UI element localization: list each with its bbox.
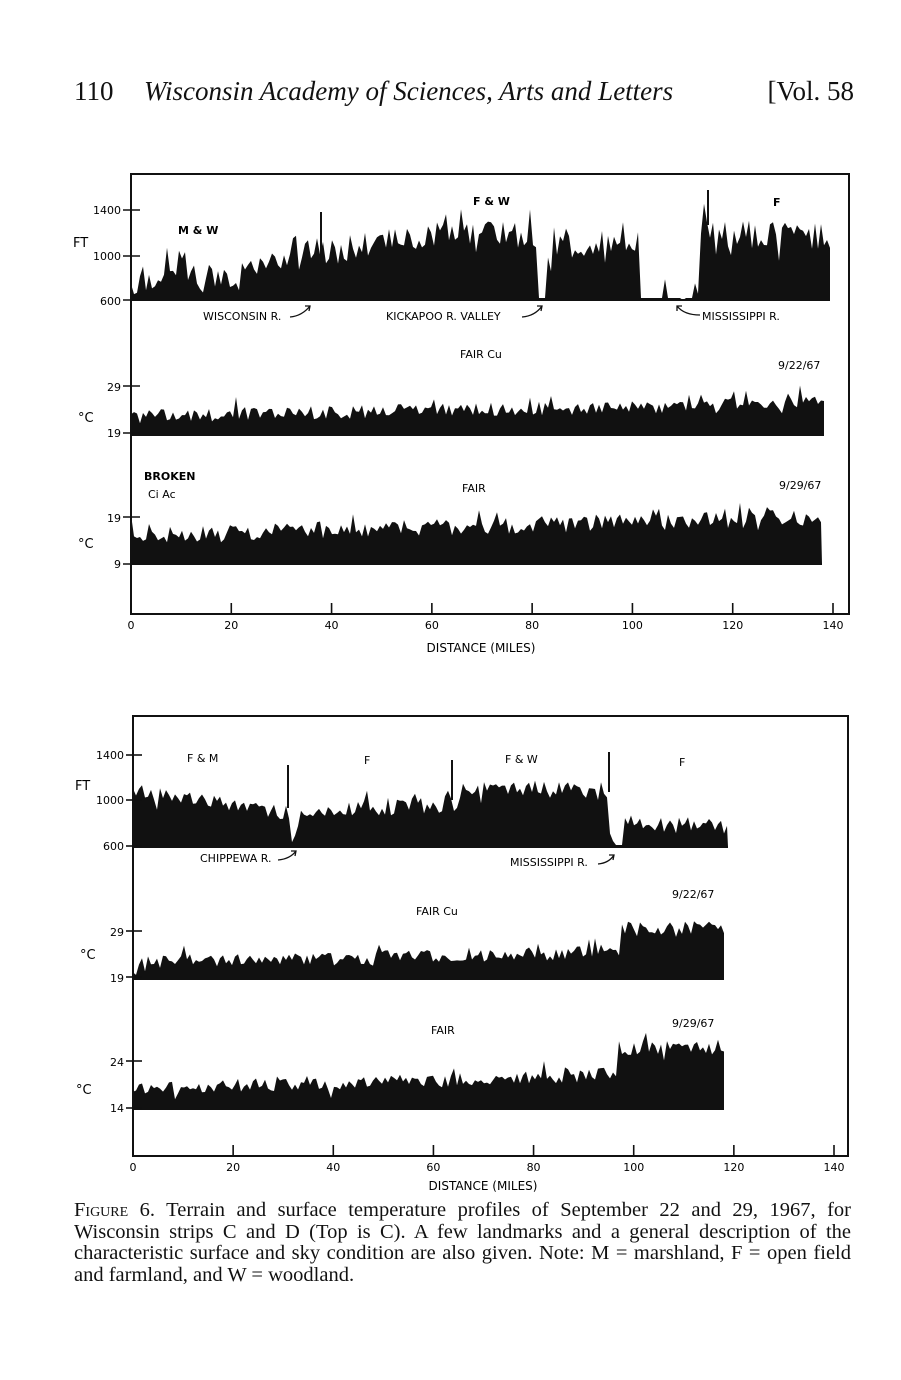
terrain-profile bbox=[133, 781, 728, 847]
y-tick-label: 1400 bbox=[93, 204, 121, 217]
y-tick-label: 9 bbox=[114, 558, 121, 571]
y-unit: °C bbox=[78, 411, 94, 426]
x-axis-label: DISTANCE (MILES) bbox=[426, 641, 536, 655]
y-unit: FT bbox=[73, 236, 89, 251]
x-tick-label: 120 bbox=[723, 1161, 745, 1174]
surface-label: F bbox=[773, 196, 781, 209]
profile-date: 9/22/67 bbox=[778, 359, 821, 372]
y-tick-label: 600 bbox=[103, 840, 124, 853]
y-tick-label: 24 bbox=[110, 1056, 124, 1069]
profile-date: 9/22/67 bbox=[672, 888, 715, 901]
sky-condition: FAIR Cu bbox=[460, 348, 502, 361]
x-tick-label: 60 bbox=[424, 619, 439, 632]
x-tick-label: 0 bbox=[129, 1161, 137, 1174]
temperature-profile bbox=[133, 921, 724, 979]
landmark-label: CHIPPEWA R. bbox=[200, 852, 272, 865]
surface-label: F & W bbox=[473, 195, 510, 208]
sky-condition: Ci Ac bbox=[148, 488, 176, 501]
caption-prefix: Figure bbox=[74, 1199, 129, 1221]
figure-strip-c bbox=[0, 160, 901, 670]
surface-label: M & W bbox=[178, 224, 219, 237]
x-tick-label: 100 bbox=[621, 619, 643, 632]
caption-text: 6. Terrain and surface temperature profiles of September 22 and 29, 1967, for Wisconsin strips C and D (Top is C). A few landmarks and a general description of the characteristic surface and sky condition are also given. Note: M = marshland, F = open field and farmland, and W = woodland. bbox=[74, 1199, 852, 1286]
volume-number: [Vol. 58 bbox=[767, 76, 854, 106]
x-axis bbox=[128, 603, 844, 632]
profile-date: 9/29/67 bbox=[779, 479, 822, 492]
figure-strip-d bbox=[0, 700, 901, 1200]
x-tick-label: 40 bbox=[326, 1161, 341, 1174]
x-tick-label: 60 bbox=[426, 1161, 441, 1174]
x-axis-label: DISTANCE (MILES) bbox=[428, 1179, 538, 1193]
temperature-profile bbox=[131, 386, 824, 436]
x-tick-label: 140 bbox=[823, 1161, 845, 1174]
landmark-label: WISCONSIN R. bbox=[203, 310, 282, 323]
x-tick-label: 20 bbox=[226, 1161, 241, 1174]
y-tick-label: 1400 bbox=[96, 749, 124, 762]
sky-condition: FAIR Cu bbox=[416, 905, 458, 918]
surface-label: F bbox=[364, 754, 371, 767]
journal-title: Wisconsin Academy of Sciences, Arts and Letters bbox=[144, 76, 674, 106]
profile-date: 9/29/67 bbox=[672, 1017, 715, 1030]
x-tick-label: 100 bbox=[623, 1161, 645, 1174]
sky-condition: FAIR bbox=[462, 482, 486, 495]
page-number: 110 bbox=[74, 76, 114, 106]
surface-label: F & M bbox=[187, 752, 219, 765]
y-tick-label: 19 bbox=[107, 512, 121, 525]
surface-label: F bbox=[679, 756, 686, 769]
y-tick-label: 19 bbox=[107, 427, 121, 440]
x-tick-label: 0 bbox=[127, 619, 135, 632]
x-tick-label: 20 bbox=[224, 619, 239, 632]
y-tick-label: 29 bbox=[107, 381, 121, 394]
temperature-profile bbox=[133, 1033, 724, 1109]
y-tick-label: 19 bbox=[110, 972, 124, 985]
x-tick-label: 80 bbox=[526, 1161, 541, 1174]
y-tick-label: 600 bbox=[100, 295, 121, 308]
x-axis bbox=[130, 1145, 845, 1174]
page-header bbox=[74, 76, 854, 116]
y-unit: °C bbox=[80, 948, 96, 963]
y-tick-label: 1000 bbox=[93, 250, 121, 263]
x-tick-label: 120 bbox=[722, 619, 744, 632]
sky-condition: BROKEN bbox=[144, 470, 196, 483]
landmark-label: MISSISSIPPI R. bbox=[510, 856, 588, 869]
temperature-profile bbox=[131, 503, 822, 564]
y-tick-label: 1000 bbox=[96, 794, 124, 807]
surface-label: F & W bbox=[505, 753, 538, 766]
x-tick-label: 40 bbox=[324, 619, 339, 632]
y-unit: FT bbox=[75, 779, 91, 794]
x-tick-label: 140 bbox=[822, 619, 844, 632]
y-unit: °C bbox=[78, 537, 94, 552]
x-tick-label: 80 bbox=[525, 619, 540, 632]
y-tick-label: 14 bbox=[110, 1102, 124, 1115]
y-tick-label: 29 bbox=[110, 926, 124, 939]
y-unit: °C bbox=[76, 1083, 92, 1098]
landmark-label: MISSISSIPPI R. bbox=[702, 310, 780, 323]
sky-condition: FAIR bbox=[431, 1024, 455, 1037]
landmark-label: KICKAPOO R. VALLEY bbox=[386, 310, 501, 323]
terrain-profile bbox=[131, 204, 830, 300]
figure-caption bbox=[74, 1200, 851, 1286]
